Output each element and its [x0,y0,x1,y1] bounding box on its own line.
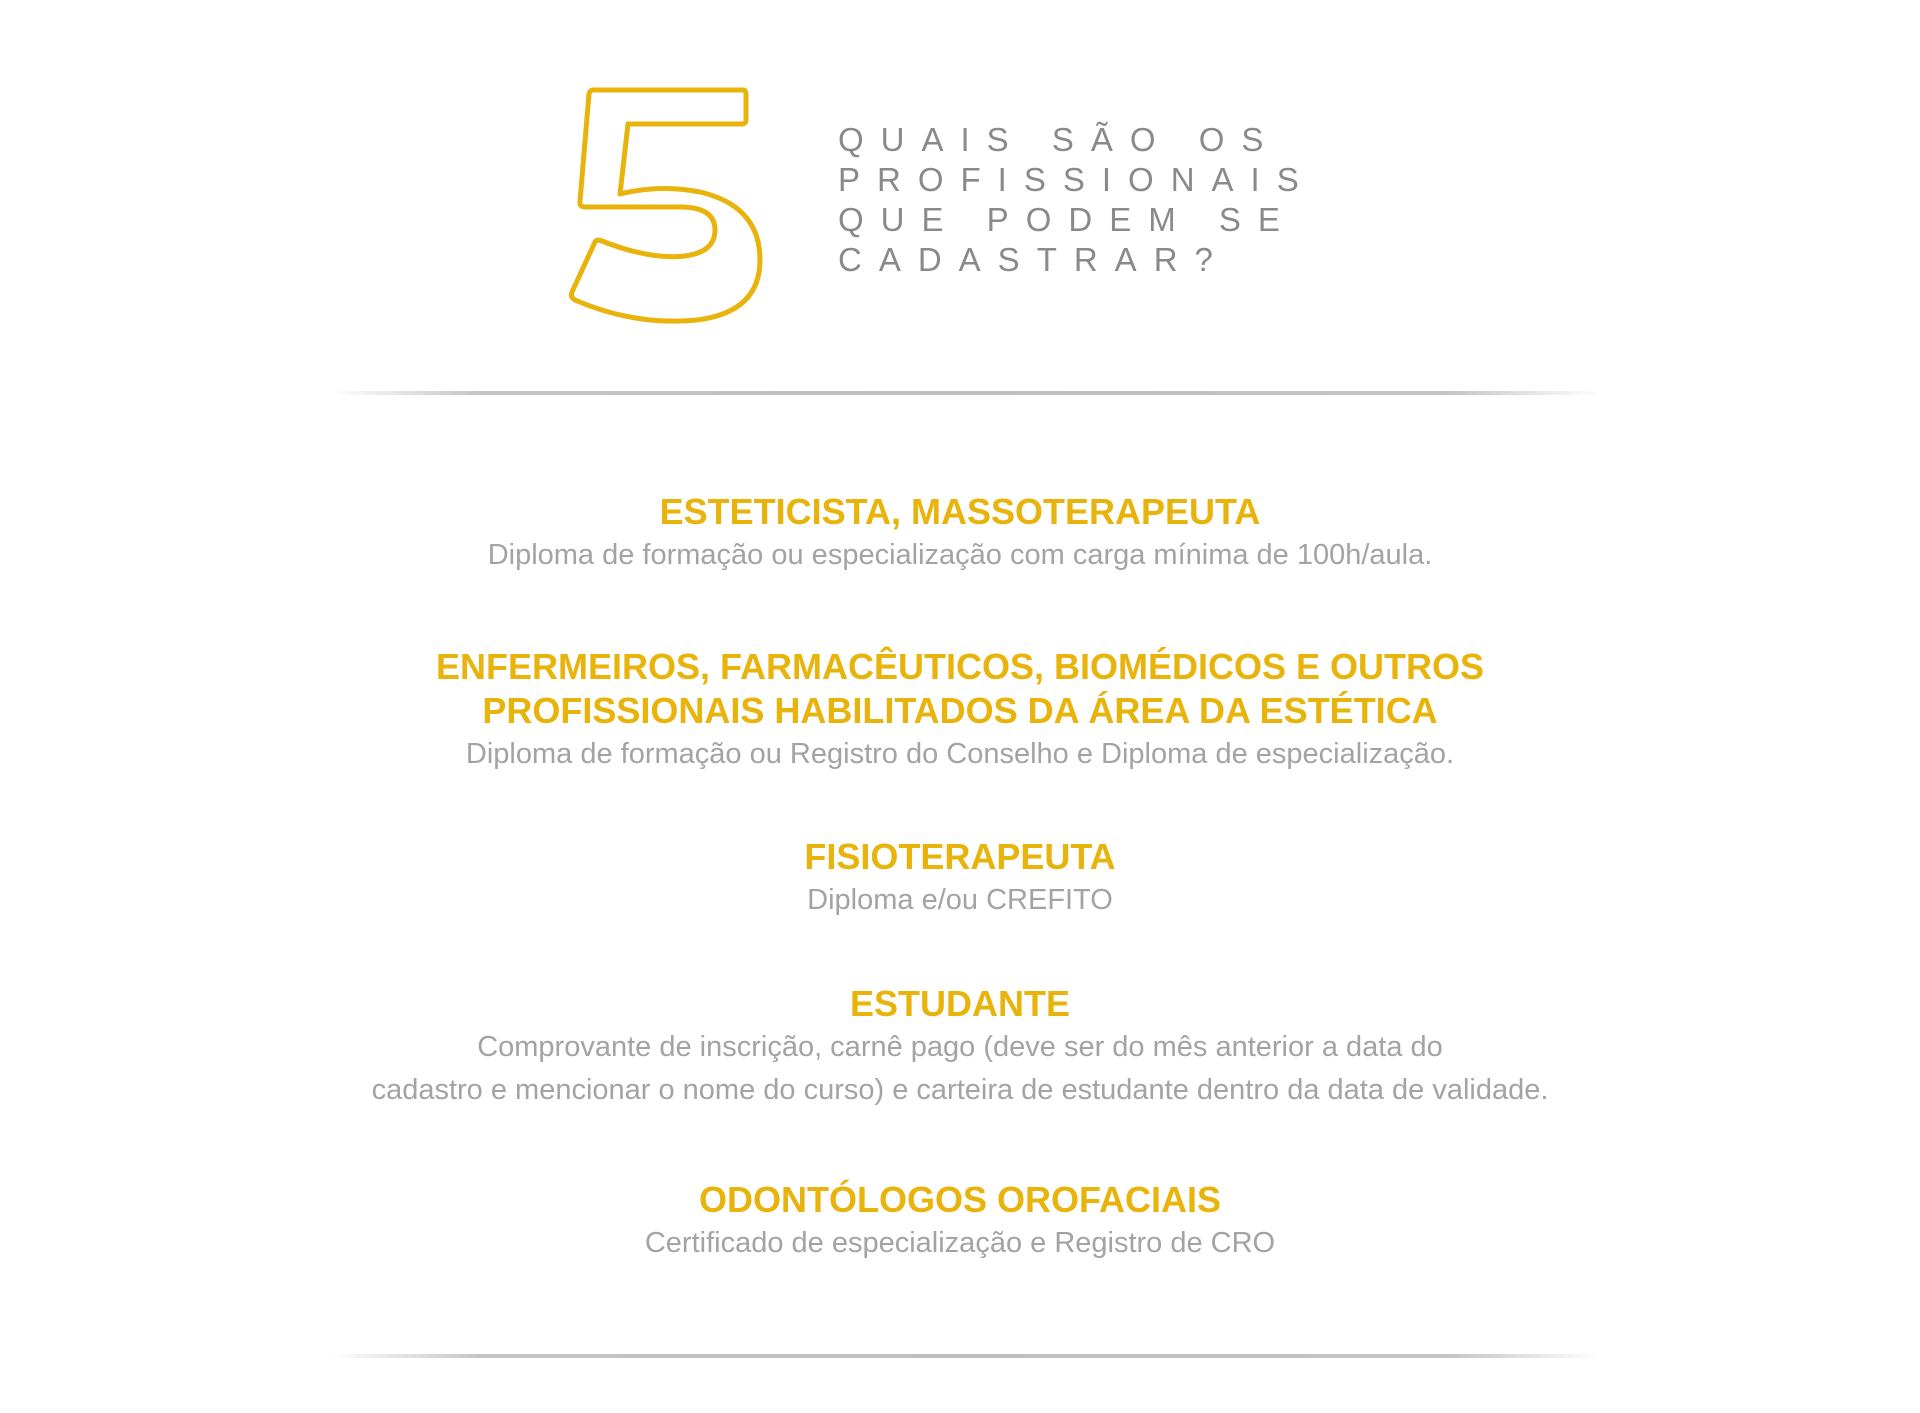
entry-title-line: FISIOTERAPEUTA [804,836,1116,877]
entry-description-line: Comprovante de inscrição, carnê pago (deve ser do mês anterior a data do [477,1031,1443,1063]
bottom-divider [330,1354,1600,1358]
question-line: PROFISSIONAIS [838,161,1316,198]
entry-description-line: cadastro e mencionar o nome do curso) e carteira de estudante dentro da data de validade. [371,1074,1549,1106]
entry-description-line: Diploma de formação ou especialização com carga mínima de 100h/aula. [487,539,1433,571]
top-divider [330,391,1600,395]
list-item [0,645,1920,776]
header [0,0,1920,360]
entry-title-line: ODONTÓLOGOS OROFACIAIS [698,1179,1222,1220]
entry-title-line: ENFERMEIROS, FARMACÊUTICOS, BIOMÉDICOS E OUTROS [435,646,1485,687]
list-item [0,1178,1920,1265]
entry-description-line: Diploma de formação ou Registro do Conselho e Diploma de especialização. [465,738,1455,770]
entry-title-line: ESTETICISTA, MASSOTERAPEUTA [659,491,1261,532]
question-line: QUAIS SÃO OS [838,121,1281,158]
entry-description-line: Certificado de especialização e Registro de CRO [644,1227,1276,1259]
entry-title [0,490,1920,534]
number-five-outline-graphic [565,82,765,327]
entry-title-line: ESTUDANTE [849,983,1070,1024]
list-item [0,835,1920,922]
entry-description [0,879,1920,922]
entry-description [0,733,1920,776]
entry-description [0,1222,1920,1265]
entry-title [0,835,1920,879]
entry-description [0,1026,1920,1112]
question-line: CADASTRAR? [838,241,1230,278]
entry-title [0,1178,1920,1222]
list-item [0,490,1920,577]
entry-description [0,534,1920,577]
entry-title-line: PROFISSIONAIS HABILITADOS DA ÁREA DA ESTÉTICA [482,690,1438,731]
question-line: QUE PODEM SE [838,201,1297,238]
entry-title [0,645,1920,733]
entry-description-line: Diploma e/ou CREFITO [807,884,1113,916]
number-five-icon [565,82,765,327]
question-heading [838,120,1438,280]
entry-title [0,982,1920,1026]
list-item [0,982,1920,1112]
